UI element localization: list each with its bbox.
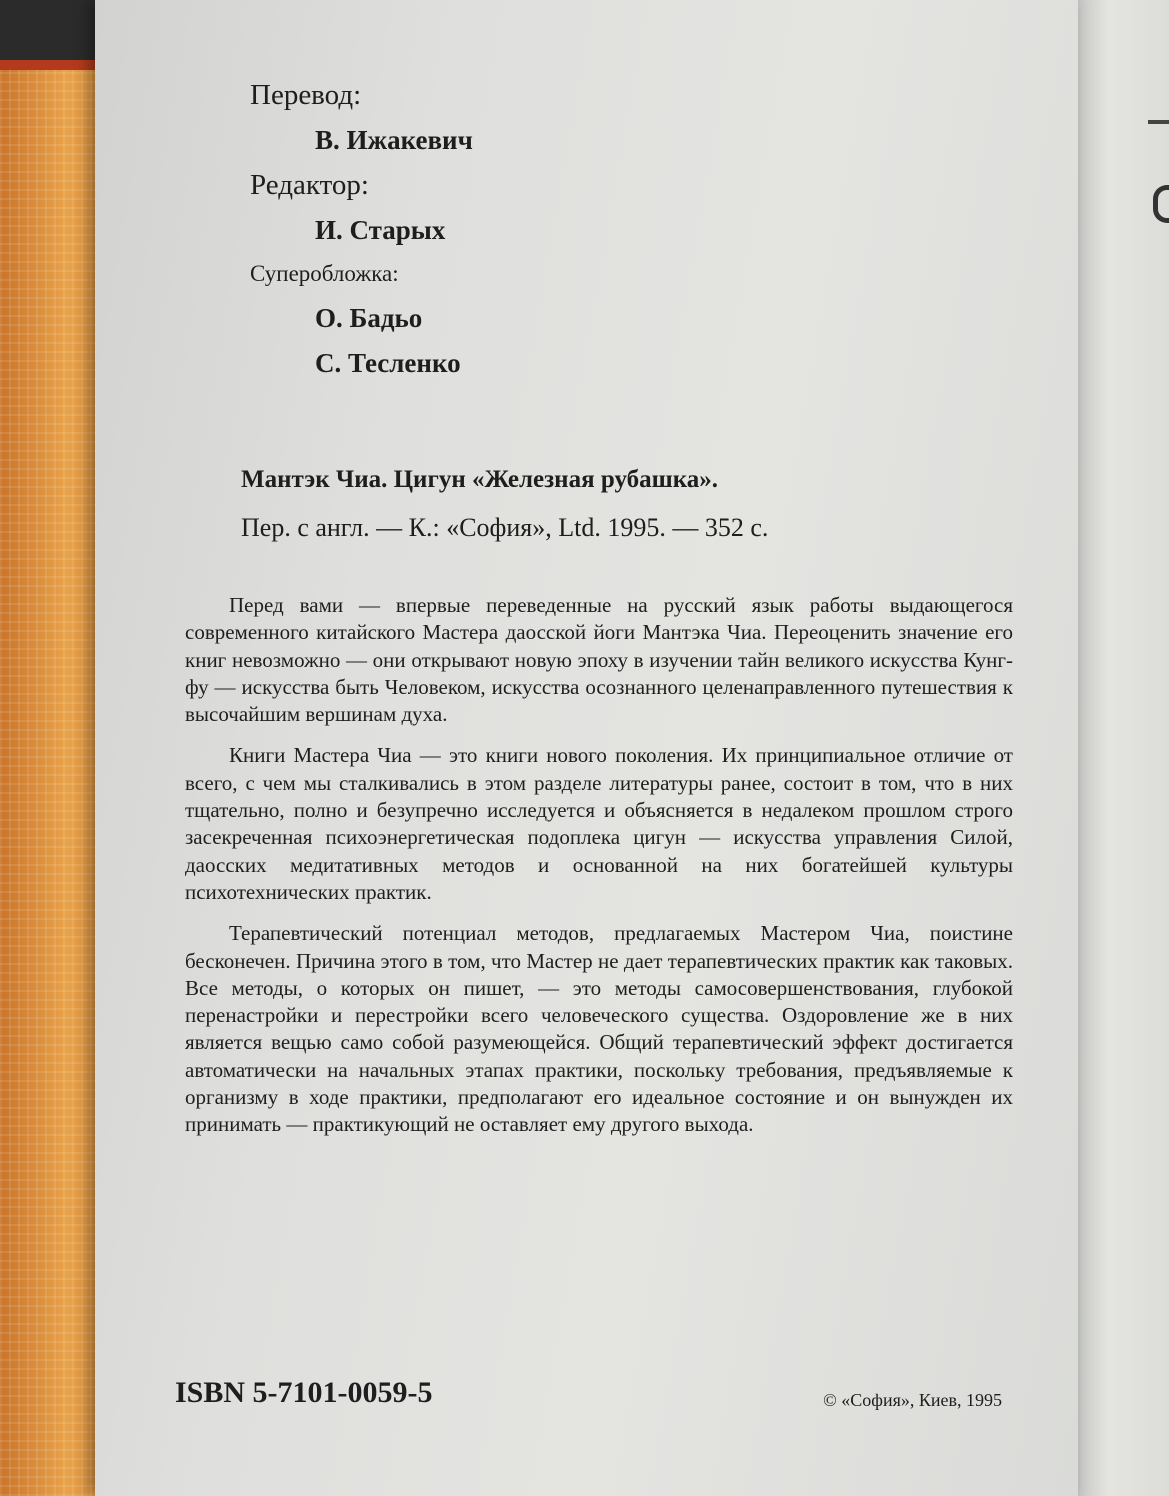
credit-name-translator: В. Ижакевич [315,125,473,155]
annotation-paragraph: Перед вами — впервые переведенные на русский язык работы выдающегося современного китайского Мастера даосской йоги Мантэка Чиа. Переоценить значение его книг невозможно — они открывают новую эпоху в изучении тайн великого искусства Кунг-фу — искусства быть Человеком, искусства осознанного целенаправленного путешествия к высочайшим вершинам духа. [185,593,1013,727]
credit-label-editor: Редактор: [250,169,369,201]
annotation-paragraph: Терапевтический потенциал методов, предлагаемых Мастером Чиа, поистине бесконечен. Причина этого в том, что Мастер не дает терапевтических практик как таковых. Все методы, о которых он пишет, — это методы самосовершенствования, глубокой перенастройки и перестройки всего человеческого существа. Оздоровление же в них является вещью само собой разумеющейся. Общий терапевтический эффект достигается автоматически на начальных этапах практики, поскольку требования, предъявляемые к организму в ходе практики, предполагают его идеальное состояние и он вынужден их принимать — практикующий не оставляет ему другого выхода. [185,921,1013,1137]
copyright-notice: © «София», Киев, 1995 [823,1390,1002,1410]
right-book-page [1068,0,1169,1496]
isbn-number: ISBN 5-7101-0059-5 [175,1376,433,1409]
publication-details: Пер. с англ. — К.: «София», Ltd. 1995. — 352 с. [241,513,769,542]
book-title: Мантэк Чиа. Цигун «Железная рубашка». [241,466,718,493]
printed-letter-fragment [1153,185,1169,223]
credit-label-translation: Перевод: [250,79,362,111]
printed-line-fragment [1148,120,1169,124]
credits-block [250,75,850,388]
credit-label-dust-jacket: Суперобложка: [250,261,399,286]
credit-name-editor: И. Старых [315,215,446,245]
annotation-paragraph: Книги Мастера Чиа — это книги нового поколения. Их принципиальное отличие от всего, с чем мы сталкивались в этом разделе литературы ранее, состоит в том, что в них тщательно, полно и безупречно исследуется и объясняется в недалеком прошлом строго засекреченная психоэнергетическая подоплека цигун — искусства управления Силой, даосских медитативных методов и основанной на них богатейшей культуры психотехнических практик. [185,743,1013,904]
credit-name-designer-1: О. Бадьо [315,303,423,333]
book-page [95,0,1078,1496]
credit-name-designer-2: С. Тесленко [315,348,461,378]
bibliographic-record [241,460,1001,548]
annotation-text [185,592,1013,1153]
